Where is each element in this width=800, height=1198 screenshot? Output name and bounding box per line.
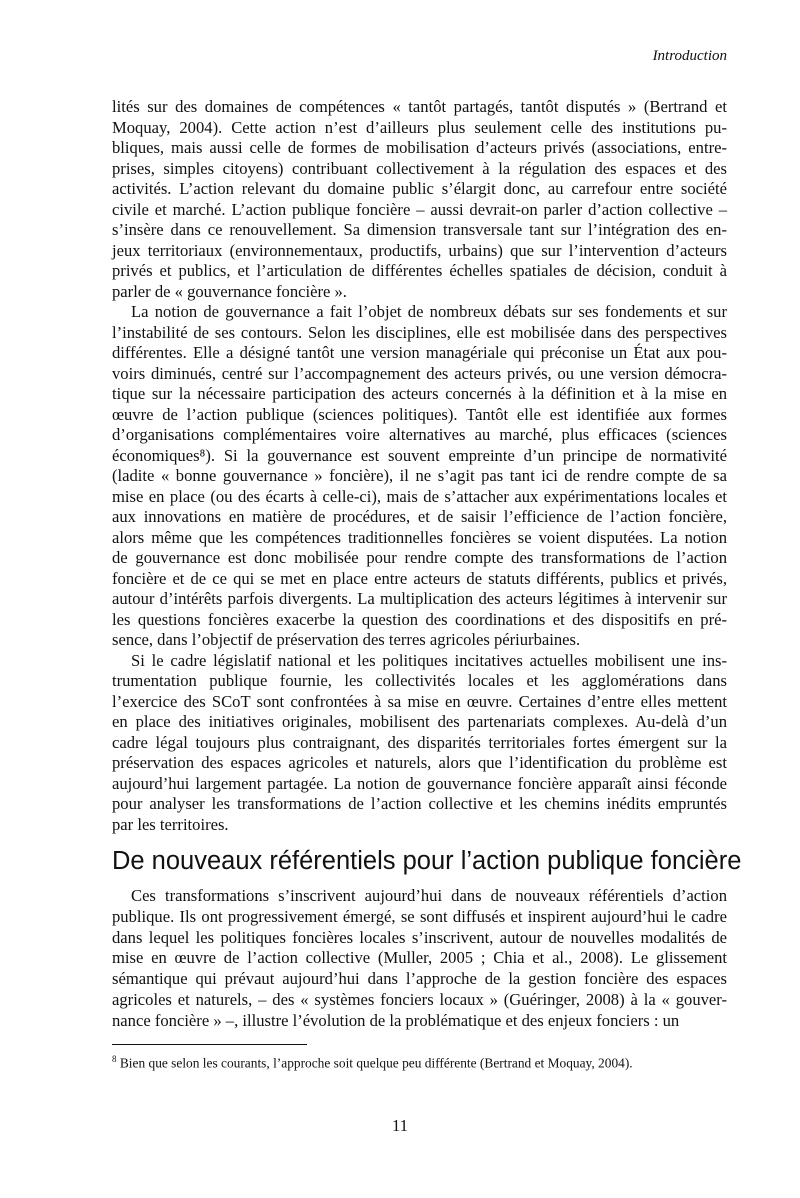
text-line: (ladite « bonne gouvernance » foncière), il ne s’agit pas tant ici de rendre compte de sa [112, 466, 727, 485]
text-line: publique. Ils ont progressivement émergé, se sont diffusés et inspirent aujourd’hui le cadre [112, 906, 727, 926]
text-line: sence, dans l’objectif de préservation des terres agricoles périurbaines. [112, 630, 581, 649]
footnote-rule [112, 1044, 307, 1045]
text-line: œuvre de l’action publique (sciences politiques). Tantôt elle est identifiée aux formes [112, 404, 727, 424]
footnote-number: 8 [112, 1054, 117, 1064]
footnote-text: Bien que selon les courants, l’approche soit quelque peu différente (Bertrand et Moquay, 2004). [119, 1055, 633, 1071]
text-line: Ces transformations s’inscrivent aujourd’hui dans de nouveaux référentiels d’action [131, 886, 727, 905]
text-line: aux innovations en matière de procédures, et de saisir l’efficience de l’action foncière, [112, 507, 727, 526]
text-line: pour analyser les transformations de l’action collective et les chemins inédits empruntés [112, 794, 727, 813]
text-line: lités sur des domaines de compétences « tantôt partagés, tantôt disputés » (Bertrand et [112, 97, 727, 116]
text-line: privés et publics, et l’articulation de différentes échelles spatiales de décision, conduit à [112, 261, 727, 280]
text-line: préservation des espaces agricoles et naturels, alors que l’identification du problème est [112, 753, 727, 772]
text-line: foncière et de ce qui se met en place entre acteurs de statuts différents, publics et privés, [112, 568, 727, 588]
text-line: sémantique qui prévaut aujourd’hui dans l’approche de la gestion foncière des espaces [112, 969, 727, 989]
text-line: jeux territoriaux (environnementaux, productifs, urbains) que sur l’intervention d’acteurs [112, 240, 727, 260]
running-header: Introduction [652, 48, 727, 64]
text-line: Moquay, 2004). Cette action n’est d’ailleurs plus seulement celle des institutions pu- [112, 117, 727, 137]
text-line: bliques, mais aussi celle de formes de mobilisation d’acteurs privés (associations, entre- [112, 138, 727, 157]
text-line: aujourd’hui largement partagée. La notion de gouvernance foncière apparaît ainsi féconde [112, 773, 727, 793]
text-line: par les territoires. [112, 814, 229, 834]
text-line: alors même que les compétences traditionnelles foncières se voient disputées. La notion [112, 527, 727, 547]
text-line: l’instabilité de ses contours. Selon les disciplines, elle est mobilisée dans des perspectives [112, 322, 727, 342]
text-line: mise en œuvre de l’action collective (Muller, 2005 ; Chia et al., 2008). Le glissement [112, 948, 727, 968]
text-line: nance foncière » –, illustre l’évolution de la problématique et des enjeux fonciers : un [112, 1010, 680, 1030]
footnote [112, 1054, 633, 1071]
text-line: trumentation publique fournie, les collectivités locales et les agglomérations dans [112, 671, 727, 690]
text-line: prises, simples citoyens) contribuant collectivement à la régulation des espaces et des [112, 158, 727, 178]
text-line: agricoles et naturels, – des « systèmes fonciers locaux » (Guéringer, 2008) à la « gouver- [112, 989, 727, 1009]
text-line: parler de « gouvernance foncière ». [112, 281, 347, 301]
text-line: s’insère dans ce renouvellement. Sa dimension transversale tant sur l’intégration des en- [112, 220, 727, 239]
text-line: d’organisations complémentaires voire alternatives au marché, plus efficaces (sciences [112, 425, 727, 444]
text-line: de gouvernance est donc mobilisée pour rendre compte des transformations de l’action [112, 548, 727, 567]
text-line: économiques⁸). Si la gouvernance est souvent empreinte d’un principe de normativité [112, 445, 727, 465]
text-line: civile et marché. L’action publique foncière – aussi devrait-on parler d’action collective – [112, 199, 727, 219]
text-line: activités. L’action relevant du domaine public s’élargit donc, au carrefour entre société [112, 179, 727, 198]
text-line: La notion de gouvernance a fait l’objet de nombreux débats sur ses fondements et sur [131, 302, 727, 321]
text-line: voirs diminués, centré sur l’accompagnement des acteurs privés, ou une version démocra- [112, 363, 727, 383]
text-line: différentes. Elle a désigné tantôt une version managériale qui préconise un État aux pou- [112, 343, 727, 362]
text-line: Si le cadre législatif national et les politiques incitatives actuelles mobilisent une ins- [131, 650, 727, 670]
text-line: cadre légal toujours plus contraignant, des disparités territoriales fortes émergent sur la [112, 732, 727, 752]
text-line: l’exercice des SCoT sont confrontées à sa mise en œuvre. Certaines d’entre elles mettent [112, 691, 727, 711]
text-line: autour d’intérêts parfois divergents. La multiplication des acteurs légitimes à intervenir sur [112, 589, 727, 608]
body-text [112, 97, 727, 835]
body-text-section [112, 886, 727, 1032]
text-line: dans lequel les politiques foncières locales s’inscrivent, autour de nouvelles modalités de [112, 927, 727, 947]
text-line: mise en place (ou des écarts à celle-ci), mais de s’attacher aux expérimentations locales et [112, 486, 727, 506]
page-number: 11 [391, 1116, 409, 1135]
text-line: les questions foncières exacerbe la question des coordinations et des dispositifs en pré- [112, 609, 727, 629]
text-line: en place des initiatives originales, mobilisent des partenariats complexes. Au-delà d’un [112, 712, 727, 731]
text-line: tique sur la nécessaire participation des acteurs concernés à la définition et à la mise en [112, 384, 727, 403]
section-heading: De nouveaux référentiels pour l’action publique foncière [112, 847, 742, 875]
